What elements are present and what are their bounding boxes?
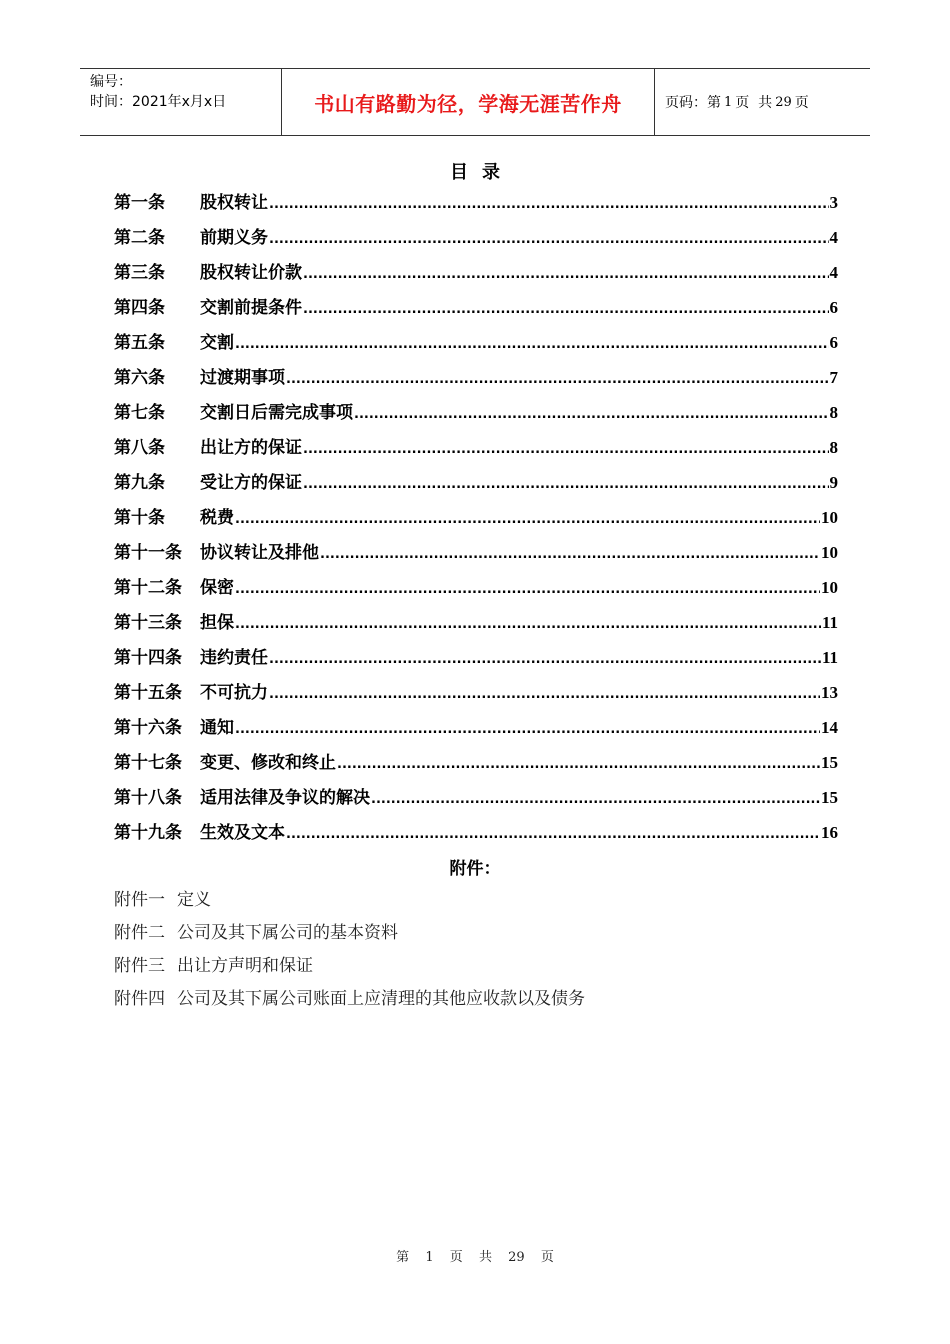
header-page-prefix: 页码：第	[665, 95, 721, 111]
toc-dot-leader	[303, 435, 829, 465]
toc-page-number: 16	[821, 823, 838, 842]
toc-dot-leader	[235, 715, 820, 745]
footer-prefix: 第	[396, 1250, 410, 1265]
toc-entry[interactable]	[114, 223, 838, 258]
toc-dot-leader	[337, 750, 820, 780]
toc-article-number: 第十九条	[114, 823, 182, 843]
toc-article-title: 出让方的保证	[200, 438, 302, 458]
toc-article-title: 通知	[200, 718, 234, 738]
toc-article-title: 生效及文本	[200, 823, 285, 843]
toc-article-number: 第十条	[114, 508, 165, 528]
toc-dot-leader	[269, 645, 821, 675]
footer-suffix: 页	[540, 1250, 554, 1265]
attachment-item	[114, 917, 585, 950]
toc-entry[interactable]	[114, 503, 838, 538]
attachment-text: 公司及其下属公司的基本资料	[177, 923, 398, 943]
footer-middle: 页 共	[449, 1250, 492, 1265]
toc-article-number: 第十五条	[114, 683, 182, 703]
toc-page-number: 14	[821, 718, 838, 737]
toc-entry[interactable]	[114, 258, 838, 293]
table-of-contents	[114, 188, 838, 853]
toc-article-number: 第十七条	[114, 753, 182, 773]
attachments-list	[114, 884, 585, 1016]
toc-article-title: 变更、修改和终止	[200, 753, 336, 773]
toc-article-title: 受让方的保证	[200, 473, 302, 493]
toc-dot-leader	[235, 505, 820, 535]
toc-article-number: 第五条	[114, 333, 165, 353]
toc-entry[interactable]	[114, 468, 838, 503]
toc-entry[interactable]	[114, 363, 838, 398]
toc-article-title: 交割	[200, 333, 234, 353]
toc-dot-leader	[269, 680, 820, 710]
toc-article-number: 第四条	[114, 298, 165, 318]
toc-page-number: 4	[829, 228, 838, 247]
header-meta-cell	[80, 69, 282, 135]
toc-page-number: 6	[829, 333, 838, 352]
toc-article-title: 前期义务	[200, 228, 268, 248]
toc-article-number: 第三条	[114, 263, 165, 283]
toc-page-number: 15	[821, 788, 838, 807]
attachment-label: 附件四	[114, 989, 165, 1009]
toc-article-number: 第十一条	[114, 543, 182, 563]
attachment-label: 附件二	[114, 923, 165, 943]
time-label: 时间：2021年x月x日	[90, 94, 227, 110]
toc-entry[interactable]	[114, 713, 838, 748]
toc-page-number: 7	[829, 368, 838, 387]
toc-article-title: 违约责任	[200, 648, 268, 668]
toc-entry[interactable]	[114, 188, 838, 223]
toc-page-number: 6	[829, 298, 838, 317]
attachment-text: 定义	[177, 890, 211, 910]
attachment-text: 出让方声明和保证	[177, 956, 313, 976]
toc-page-number: 8	[829, 438, 838, 457]
toc-page-number: 13	[821, 683, 838, 702]
toc-article-number: 第十四条	[114, 648, 182, 668]
toc-dot-leader	[354, 400, 829, 430]
toc-dot-leader	[303, 295, 829, 325]
toc-dot-leader	[235, 575, 820, 605]
toc-dot-leader	[286, 365, 829, 395]
page-header	[80, 68, 870, 136]
toc-dot-leader	[269, 190, 829, 220]
toc-entry[interactable]	[114, 538, 838, 573]
header-page-current: 1	[724, 94, 733, 110]
header-page-suffix: 页	[794, 95, 809, 111]
motto-text: 书山有路勤为径，学海无涯苦作舟	[314, 91, 622, 116]
header-page-cell	[655, 69, 870, 135]
toc-article-title: 适用法律及争议的解决	[200, 788, 370, 808]
toc-article-number: 第十八条	[114, 788, 182, 808]
toc-page-number: 9	[829, 473, 838, 492]
footer-total-pages: 29	[508, 1250, 525, 1265]
toc-article-title: 不可抗力	[200, 683, 268, 703]
toc-title: 目录	[450, 162, 514, 183]
toc-entry[interactable]	[114, 783, 838, 818]
toc-entry[interactable]	[114, 573, 838, 608]
toc-article-title: 协议转让及排他	[200, 543, 319, 563]
attachment-item	[114, 950, 585, 983]
toc-entry[interactable]	[114, 678, 838, 713]
toc-page-number: 15	[821, 753, 838, 772]
toc-article-number: 第一条	[114, 193, 165, 213]
toc-article-title: 担保	[200, 613, 234, 633]
toc-entry[interactable]	[114, 643, 838, 678]
toc-dot-leader	[371, 785, 820, 815]
attachment-text: 公司及其下属公司账面上应清理的其他应收款以及债务	[177, 989, 585, 1009]
toc-article-number: 第十三条	[114, 613, 182, 633]
toc-page-number: 11	[821, 648, 838, 667]
toc-page-number: 11	[821, 613, 838, 632]
attachment-item	[114, 983, 585, 1016]
footer-current-page: 1	[425, 1250, 434, 1265]
toc-article-title: 交割前提条件	[200, 298, 302, 318]
header-page-middle: 页 共	[735, 95, 773, 111]
toc-entry[interactable]	[114, 433, 838, 468]
page-footer	[0, 1246, 950, 1265]
toc-entry[interactable]	[114, 293, 838, 328]
toc-entry[interactable]	[114, 748, 838, 783]
toc-article-title: 股权转让价款	[200, 263, 302, 283]
toc-dot-leader	[235, 610, 821, 640]
toc-article-number: 第二条	[114, 228, 165, 248]
header-motto-cell	[282, 69, 655, 135]
toc-dot-leader	[303, 260, 829, 290]
toc-article-number: 第八条	[114, 438, 165, 458]
toc-page-number: 3	[829, 193, 838, 212]
toc-article-title: 股权转让	[200, 193, 268, 213]
toc-entry[interactable]	[114, 328, 838, 363]
attachment-label: 附件一	[114, 890, 165, 910]
attachment-item	[114, 884, 585, 917]
attachments-title: 附件：	[449, 859, 501, 879]
toc-article-title: 保密	[200, 578, 234, 598]
toc-article-number: 第六条	[114, 368, 165, 388]
toc-dot-leader	[269, 225, 829, 255]
toc-dot-leader	[320, 540, 820, 570]
header-page-total: 29	[775, 94, 792, 110]
toc-entry[interactable]	[114, 398, 838, 433]
toc-article-title: 税费	[200, 508, 234, 528]
toc-page-number: 10	[821, 543, 838, 562]
toc-article-number: 第七条	[114, 403, 165, 423]
toc-article-title: 过渡期事项	[200, 368, 285, 388]
toc-dot-leader	[286, 820, 820, 850]
toc-page-number: 10	[821, 578, 838, 597]
serial-label: 编号：	[90, 74, 132, 90]
toc-page-number: 4	[829, 263, 838, 282]
toc-page-number: 8	[829, 403, 838, 422]
toc-entry[interactable]	[114, 608, 838, 643]
toc-article-number: 第十二条	[114, 578, 182, 598]
toc-dot-leader	[235, 330, 829, 360]
toc-article-number: 第九条	[114, 473, 165, 493]
toc-page-number: 10	[821, 508, 838, 527]
toc-article-title: 交割日后需完成事项	[200, 403, 353, 423]
toc-dot-leader	[303, 470, 829, 500]
toc-entry[interactable]	[114, 818, 838, 853]
attachment-label: 附件三	[114, 956, 165, 976]
toc-article-number: 第十六条	[114, 718, 182, 738]
